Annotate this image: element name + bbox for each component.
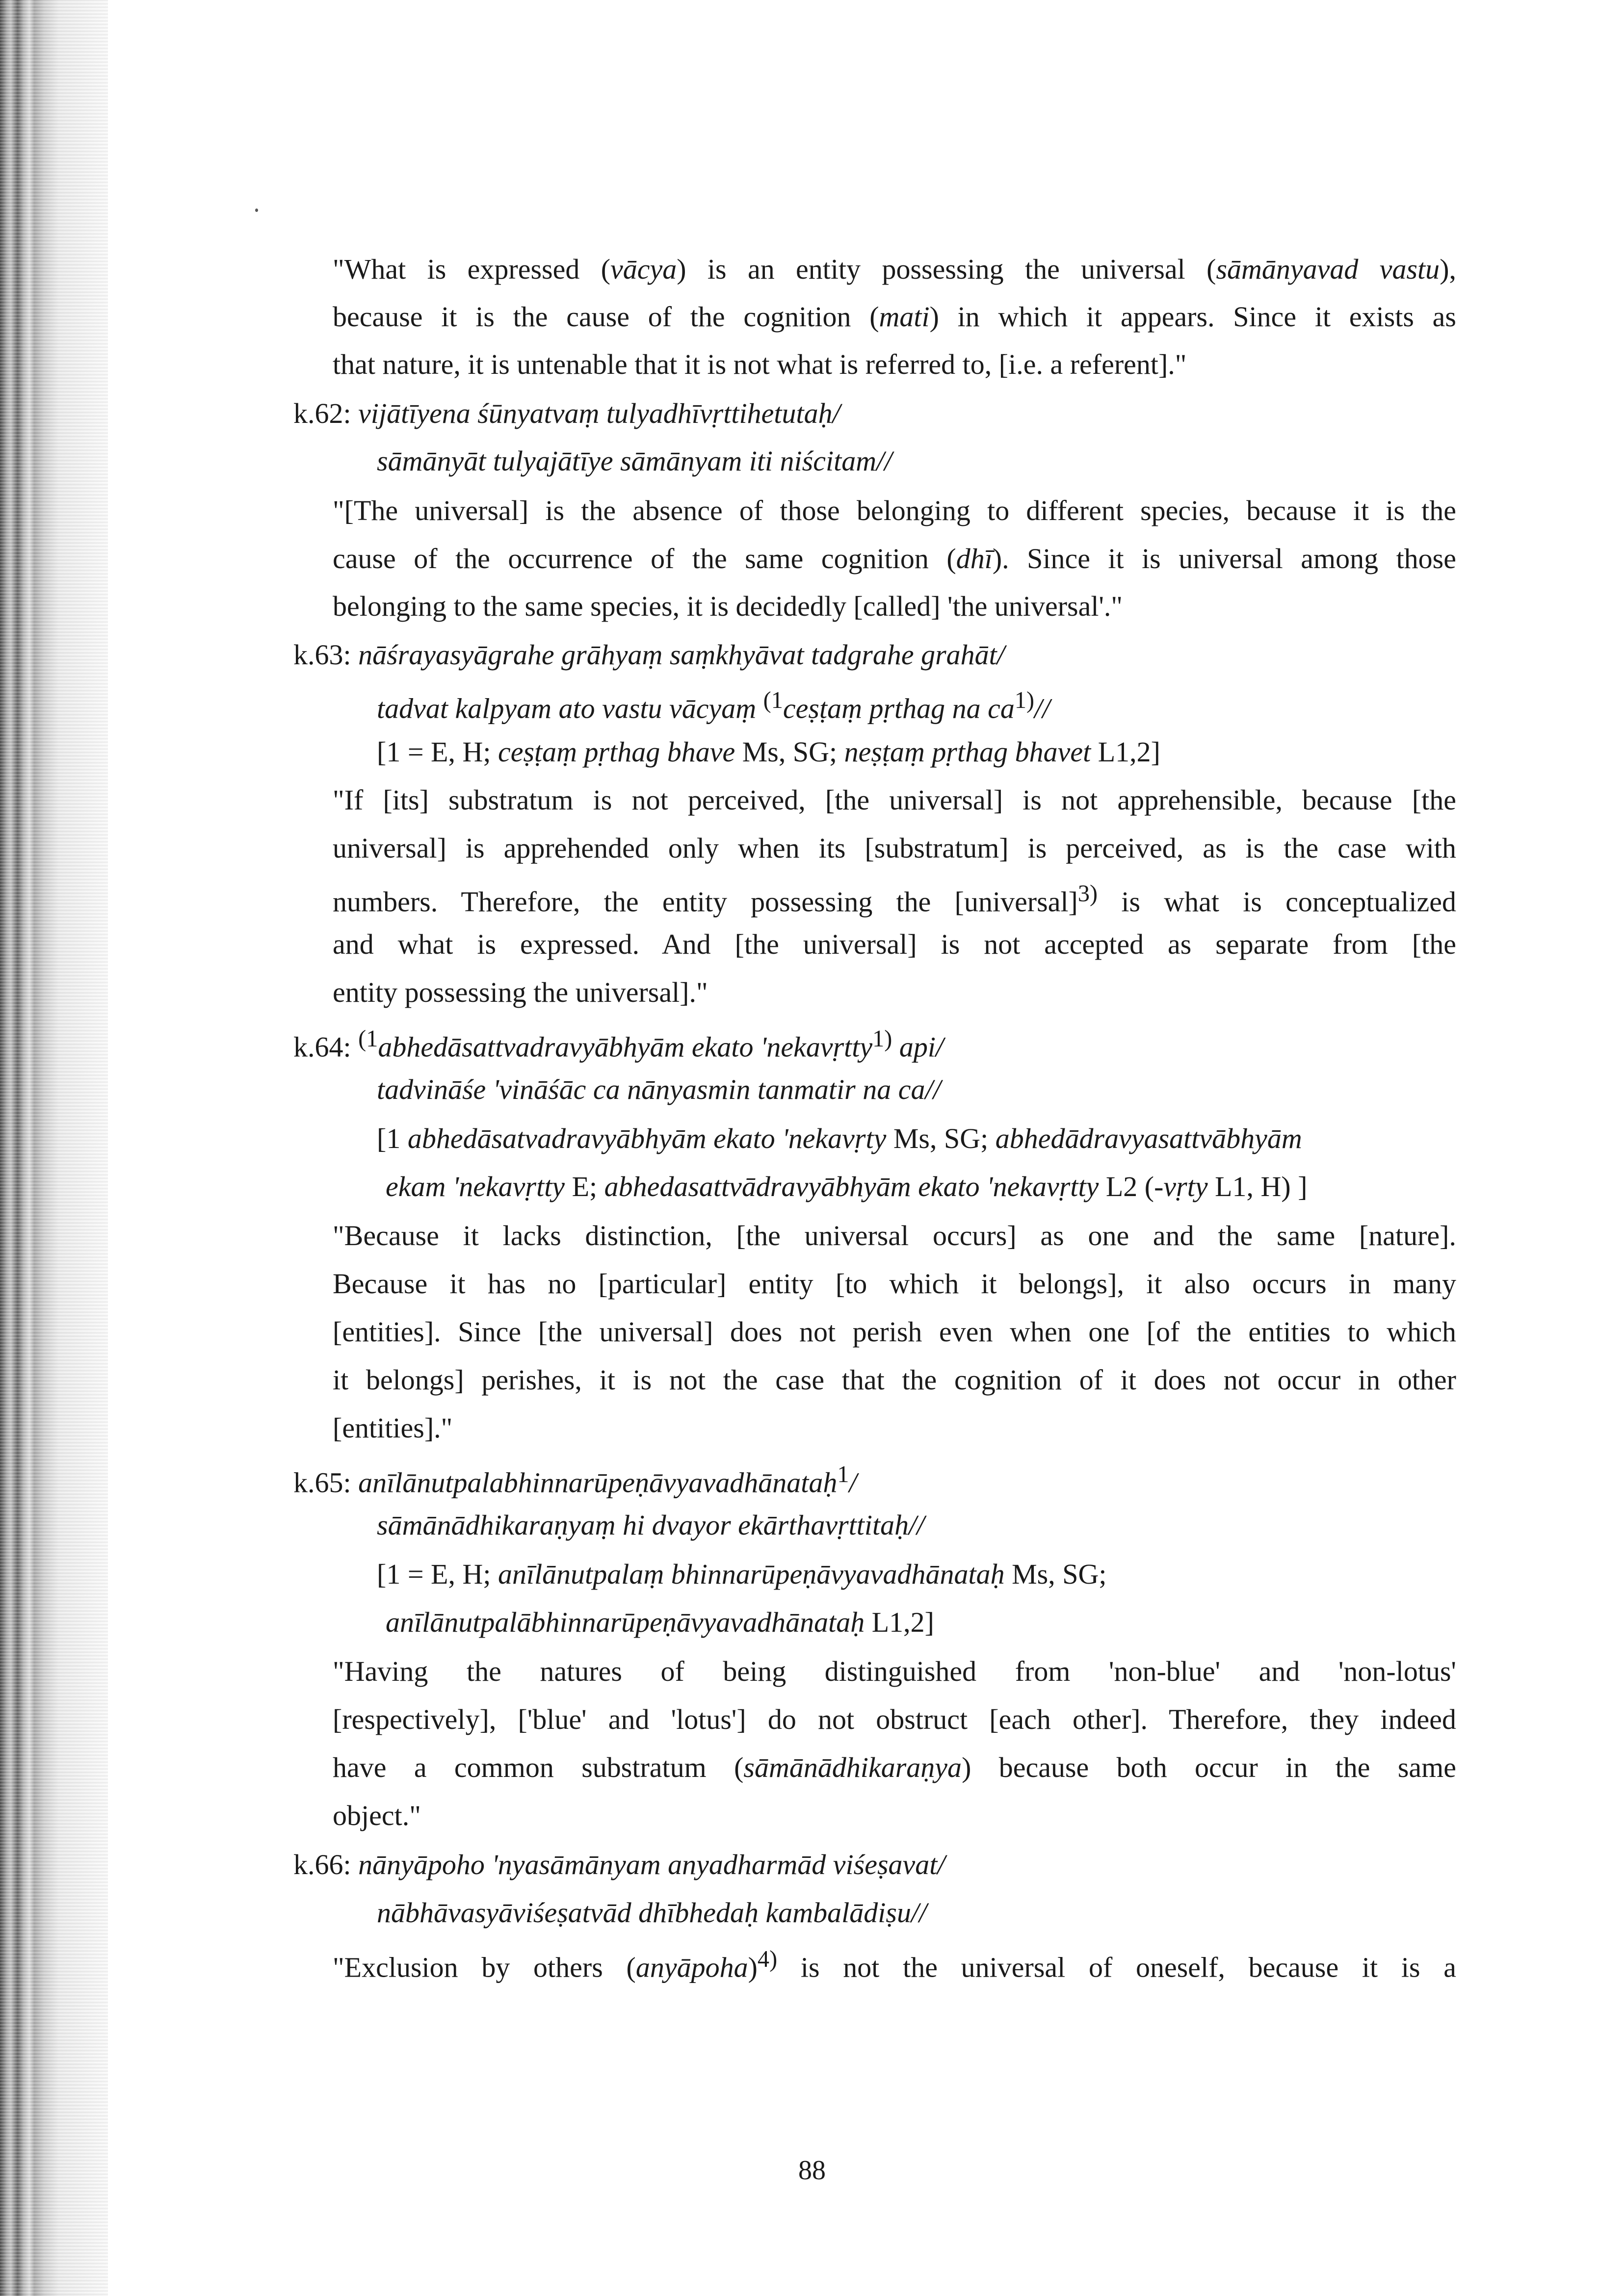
- verse-line: tadvināśe 'vināśāc ca nānyasmin tanmatir na ca//: [377, 1073, 941, 1105]
- text-line: "Because it lacks distinction, [the universal occurs] as one and the same [nature].: [333, 1220, 1456, 1252]
- text-line: [entities].": [333, 1412, 453, 1444]
- text-line: cause of the occurrence of the same cognition (dhī). Since it is universal among those: [333, 543, 1456, 574]
- text-line: object.": [333, 1800, 421, 1831]
- text-line: that nature, it is untenable that it is not what is referred to, [i.e. a referent].": [333, 348, 1187, 380]
- verse-line: sāmānādhikaraṇyaṃ hi dvayor ekārthavṛttitaḥ//: [377, 1509, 925, 1541]
- note-line: [1 abhedāsatvadravyābhyām ekato 'nekavṛty Ms, SG; abhedādravyasattvābhyām: [377, 1122, 1302, 1154]
- text-line: universal] is apprehended only when its [substratum] is perceived, as is the case with: [333, 832, 1456, 864]
- note-line: ekam 'nekavṛtty E; abhedasattvādravyābhyām ekato 'nekavṛtty L2 (-vṛty L1, H) ]: [386, 1171, 1308, 1202]
- text-line: have a common substratum (sāmānādhikaraṇya) because both occur in the same: [333, 1751, 1457, 1783]
- note-line: anīlānutpalābhinnarūpeṇāvyavadhānataḥ L1,2]: [386, 1606, 934, 1638]
- note-line: [1 = E, H; ceṣṭaṃ pṛthag bhave Ms, SG; neṣṭaṃ pṛthag bhavet L1,2]: [377, 736, 1160, 768]
- text-line: "Exclusion by others (anyāpoha)$^{4)}$ is not the universal of oneself, because it is a: [333, 1946, 1456, 1983]
- text-line: "What is expressed (vācya) is an entity possessing the universal (sāmānyavad vastu),: [333, 253, 1457, 285]
- note-line: [1 = E, H; anīlānutpalaṃ bhinnarūpeṇāvyavadhānataḥ Ms, SG;: [377, 1558, 1107, 1590]
- verse-label-line: k.64: $^{(1}$abhedāsattvadravyābhyām ekato 'nekavṛtty$^{1)}$ api/: [293, 1026, 944, 1063]
- text-line: and what is expressed. And [the universal] is not accepted as separate from [the: [333, 928, 1456, 960]
- verse-line: tadvat kalpyam ato vastu vācyaṃ $^{(1}$ceṣṭaṃ pṛthag na $ca^{1)}//$: [377, 687, 1050, 725]
- text-line: Because it has no [particular] entity [to which it belongs], it also occurs in many: [333, 1268, 1456, 1300]
- text-line: "Having the natures of being distinguished from 'non-blue' and 'non-lotus': [333, 1655, 1456, 1687]
- verse-label-line: k.66: nānyāpoho 'nyasāmānyam anyadharmād viśeṣavat/: [293, 1849, 945, 1880]
- text-line: "If [its] substratum is not perceived, [the universal] is not apprehensible, because [the: [333, 784, 1456, 816]
- scan-edge-texture: [0, 0, 108, 2296]
- text-line: it belongs] perishes, it is not the case that the cognition of it does not occur in other: [333, 1364, 1456, 1396]
- verse-line: sāmānyāt tulyajātīye sāmānyam iti niścitam//: [377, 445, 892, 477]
- verse-label-line: k.62: vijātīyena śūnyatvaṃ tulyadhīvṛttihetutaḥ/: [293, 397, 840, 429]
- text-line: because it is the cause of the cognition (mati) in which it appears. Since it exists as: [333, 301, 1456, 333]
- verse-label-line: k.63: nāśrayasyāgrahe grāhyaṃ saṃkhyāvat tadgrahe grahāt/: [293, 639, 1005, 671]
- text-line: entity possessing the universal].": [333, 976, 708, 1008]
- text-line: belonging to the same species, it is decidedly [called] 'the universal'.": [333, 590, 1123, 622]
- text-line: [respectively], ['blue' and 'lotus'] do not obstruct [each other]. Therefore, they indeed: [333, 1703, 1456, 1735]
- text-line: [entities]. Since [the universal] does not perish even when one [of the entities to which: [333, 1316, 1456, 1348]
- verse-line: nābhāvasyāviśeṣatvād dhībhedaḥ kambalādiṣu//: [377, 1897, 927, 1929]
- scan-speck: [255, 209, 258, 212]
- page-number: 88: [798, 2155, 826, 2186]
- text-line: numbers. Therefore, the entity possessing the [universal]$^{3)}$ is what is conceptualized: [333, 881, 1456, 918]
- text-line: "[The universal] is the absence of those belonging to different species, because it is the: [333, 495, 1456, 526]
- verse-label-line: k.65: anīlānutpalabhinnarūpeṇāvyavadhānataḥ$^1$/: [293, 1461, 857, 1499]
